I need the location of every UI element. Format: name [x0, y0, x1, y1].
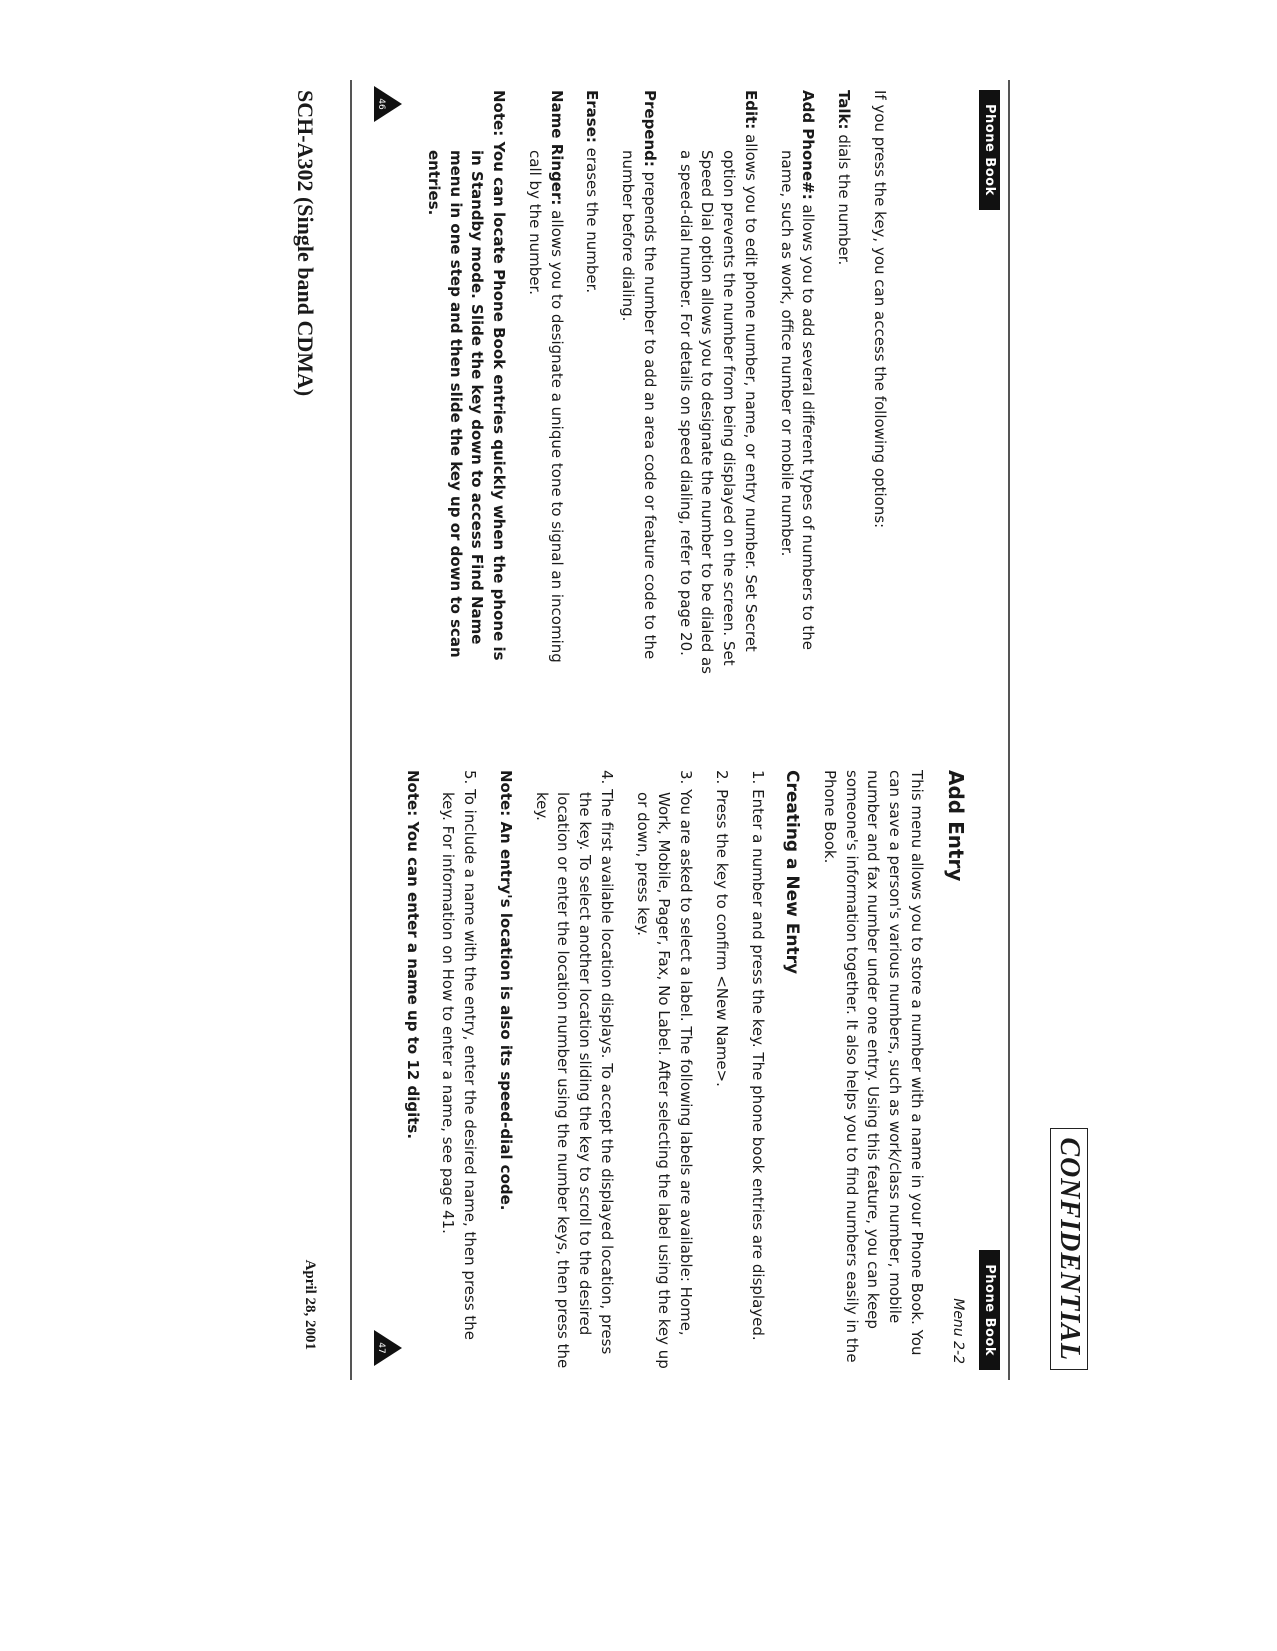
- option-term: Add Phone#:: [799, 90, 818, 200]
- option-text: erases the number.: [583, 147, 602, 294]
- step-1: [746, 770, 768, 1370]
- left-page: [360, 90, 1000, 700]
- option-name-ringer: [523, 90, 567, 680]
- step-text: To include a name with the entry, enter the desired name, then press the key. For information on How to enter a name, see page 41.: [439, 789, 480, 1341]
- step-number: 3.: [677, 770, 696, 785]
- subsection-title: Creating a New Entry: [782, 770, 803, 975]
- option-text: allows you to designate a unique tone to signal an incoming call by the number.: [526, 150, 566, 663]
- step-text: Press the key to confirm <New Name>.: [712, 789, 731, 1087]
- right-section-tab: Phone Book: [979, 1250, 1000, 1370]
- option-text: allows you to add several different types of numbers to the name, such as work, office number or mobile number.: [777, 150, 818, 651]
- note-term: Note:: [496, 770, 515, 817]
- option-text: dials the number.: [835, 134, 854, 266]
- step-text: You are asked to select a label. The following labels are available: Home, Work, Mobile, Pager, Fax, No Label. After selecting the label using the key up or down, press key.: [633, 789, 696, 1369]
- note-text: An entry's location is also its speed-dial code.: [496, 821, 515, 1211]
- step-4: [530, 770, 617, 1370]
- menu-reference: Menu 2-2: [950, 1298, 966, 1364]
- left-note: [422, 90, 509, 680]
- note-text: You can locate Phone Book entries quickly when the phone is in Standby mode. Slide the key down to access Find Name menu in one step and then slide the key up or down to scan entries.: [425, 141, 509, 661]
- confidential-stamp: CONFIDENTIAL: [1050, 1128, 1088, 1370]
- note-speed-dial: [494, 770, 516, 1370]
- step-5: [437, 770, 481, 1370]
- footer-date: April 28, 2001: [302, 1259, 318, 1350]
- note-term: Note:: [403, 770, 422, 817]
- option-term: Erase:: [583, 90, 602, 143]
- bottom-rule: [350, 80, 352, 1380]
- step-number: 2.: [712, 770, 731, 785]
- note-text: You can enter a name up to 12 digits.: [403, 821, 422, 1140]
- note-term: Note:: [490, 90, 509, 137]
- option-term: Talk:: [835, 90, 854, 130]
- section-intro: This menu allows you to store a number with a name in your Phone Book. You can save a person's various numbers, such as work/class number, mobile number and fax number under one entry. Using this feature, you can keep someone's information together. It also helps you to find numbers easily in the Phone Book.: [821, 770, 926, 1363]
- step-2: [710, 770, 732, 1370]
- option-prepend: [617, 90, 661, 680]
- top-rule: [1008, 80, 1010, 1380]
- step-number: 1.: [748, 770, 767, 785]
- option-edit: [674, 90, 761, 680]
- document-spread: [293, 80, 1085, 1380]
- section-title: Add Entry: [944, 770, 968, 882]
- option-erase: [581, 90, 603, 680]
- option-add-phone: [775, 90, 819, 680]
- step-number: 5.: [461, 770, 480, 785]
- step-text: The first available location displays. To accept the displayed location, press the key. To select another location sliding the key to scroll to the desired location or enter the location number using the number keys, then press the key.: [532, 789, 616, 1369]
- option-term: Edit:: [742, 90, 760, 130]
- note-name-length: [401, 770, 423, 1370]
- left-page-number: 46: [376, 98, 386, 110]
- option-talk: [833, 90, 855, 680]
- option-text: allows you to edit phone number, name, or entry number. Set Secret option prevents the number from being displayed on the screen. Set Speed Dial option allows you to designate the number to be dialed as a speed-dial number. For details on speed dialing, refer to page 20.: [676, 134, 760, 674]
- step-number: 4.: [597, 770, 616, 785]
- right-page-body: [387, 770, 970, 1370]
- step-text: Enter a number and press the key. The phone book entries are displayed.: [748, 789, 767, 1341]
- right-page-number: 47: [376, 1342, 386, 1354]
- option-term: Prepend:: [641, 90, 659, 167]
- footer-model: SCH-A302 (Single band CDMA): [293, 90, 318, 397]
- option-text: prepends the number to add an area code or feature code to the number before dialing.: [619, 150, 659, 660]
- left-section-tab: Phone Book: [979, 90, 1000, 210]
- left-page-body: [408, 90, 890, 680]
- right-page: [360, 760, 1000, 1370]
- step-3: [631, 770, 696, 1370]
- left-intro: If you press the key, you can access the following options:: [871, 90, 889, 529]
- option-term: Name Ringer:: [547, 90, 566, 206]
